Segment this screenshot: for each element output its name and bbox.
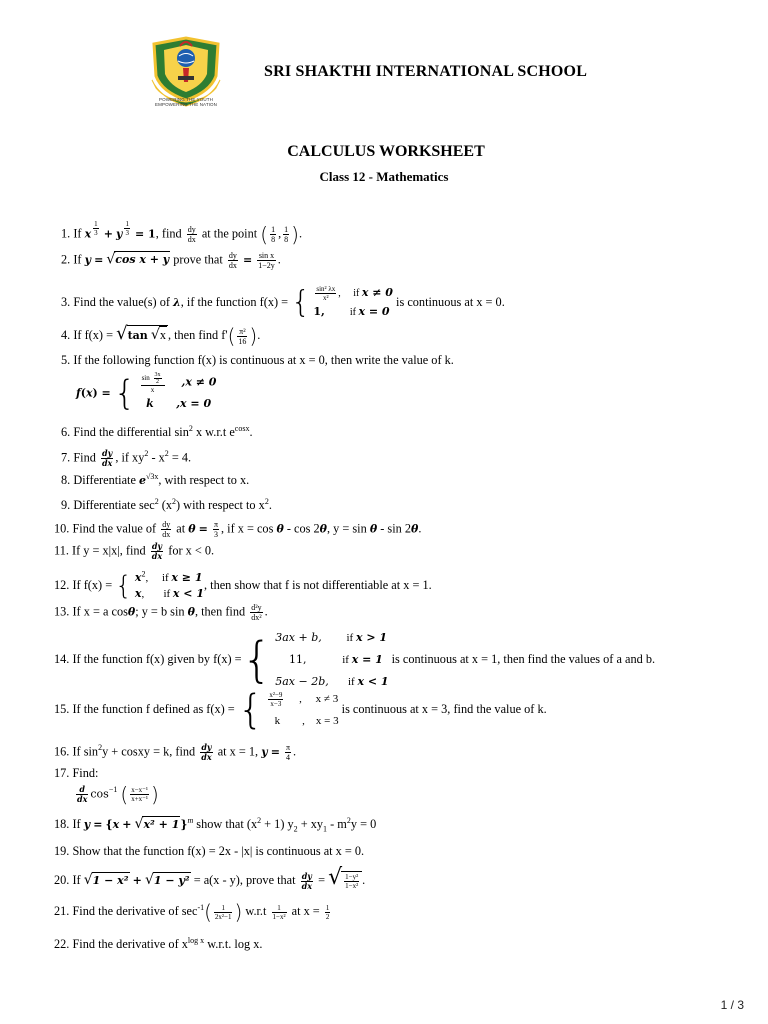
question-13: 13. If x = a cosθ; y = b sin θ, then find $\frac{\text{d²y}}{\text{dx²}}$ . [54,603,268,622]
question-22: 22. Find the derivative of $x^{log x}$ w.r.t. log x. [54,935,263,951]
question-20: 20. If √1 − x² + √1 − y² = a(x - y), prove that $\frac{dy}{dx}$ = √ $\frac{\text{1−y²}}{\text{1−x²}}$ . [54,865,366,891]
worksheet-subtitle: Class 12 - Mathematics [319,169,449,184]
question-1: 1. If x $^{\frac{1}{3}}$ + y $^{\frac{1}{3}}$ = 1, find $\frac{dy}{dx}$ at the point ( $\frac{1}{8}$ , $\frac{1}{8}$ ). [61,219,303,247]
question-5-function: f(x) = { sin $\frac{3x}{2}$ x ,x ≠ 0 k ,x = 0 [76,372,217,414]
question-3: 3. Find the value(s) of λ, if the function f(x) = { $\frac{\text{sin² λx}}{\text{x²}}$ , if x ≠ 0 1, if x = 0 is continuous at x = 0. [61,285,505,320]
question-9: 9. Differentiate $\sec^2 (x^2)$ with respect to $x^2$. [61,496,272,512]
question-11: 11. If y = x|x|, find $\frac{dy}{dx}$ for x < 0. [54,541,215,561]
question-5: 5. If the following function f(x) is continuous at x = 0, then write the value of k. [61,353,454,367]
logo-tagline: POWERING THE YOUTH EMPOWERING THE NATION [155,97,217,107]
question-6: 6. Find the differential $\sin^2 x$ w.r.t $e^{cosx}$. [61,423,253,439]
worksheet-title: CALCULUS WORKSHEET [287,143,485,160]
school-name: SRI SHAKTHI INTERNATIONAL SCHOOL [264,63,588,80]
question-10: 10. Find the value of $\frac{dy}{dx}$ at θ = $\frac{\pi}{3}$ , if x = cos θ - cos 2θ, y = sin θ - sin 2θ. [54,520,422,539]
question-16: 16. If $\sin^2y$ + cosxy = k, find $\frac{dy}{dx}$ at x = 1, y = $\frac{\pi}{4}$ . [54,742,297,762]
question-4: 4. If f(x) = √tan √x , then find f'( $\frac{\text{π²}}{16}$ ). [61,323,261,349]
question-15: 15. If the function f defined as f(x) = { $\frac{\text{x²−9}}{x-3}$ , x ≠ 3 k , x = 3 is continuous at x = 3, find the value of k. [54,687,547,733]
question-8: 8. Differentiate $e^{√3x}$, with respect to x. [61,471,250,487]
question-7: 7. Find $\frac{dy}{dx}$ , if $xy^2 - x^2 = 4$. [61,448,192,468]
question-14: 14. If the function f(x) given by f(x) ={ 3ax + b, if x > 1 11, if x = 1 5ax − 2b, if x < 1 is continuous at x = 1, then find the values of a and b. [54,631,656,688]
question-2: 2. If y = √cos x + y prove that $\frac{dy}{dx}$ = $\frac{\text{sin x}}{1-2y}$ . [61,251,281,270]
question-21: 21. Find the derivative of $\sec^{-1}$( $\frac{1}{\text{2x²−1}}$ ) w.r.t $\frac{1}{\text{1−x²}}$ at x = $\frac{1}{2}$ [54,900,330,925]
question-12: 12. If f(x) = { $x^2$, if x ≥ 1 x, if x < 1 , then show that f is not differentiable at x = 1. [54,569,432,601]
question-18: 18. If $y = \{x + √x^2 + 1\}^m$ show that $(x^2 + 1) y_2 + xy_1 - m^2y = 0$ [54,815,377,834]
question-17-expression: $\frac{d}{dx}$ $\cos^{-1}$ ( $\frac{\text{x−x⁻¹}}{\text{x+x⁻¹}}$ ) [77,782,159,807]
question-17: 17. Find: [54,766,99,780]
page-indicator: 1 / 3 [720,998,744,1012]
question-19: 19. Show that the function f(x) = 2x - |x| is continuous at x = 0. [54,844,365,858]
